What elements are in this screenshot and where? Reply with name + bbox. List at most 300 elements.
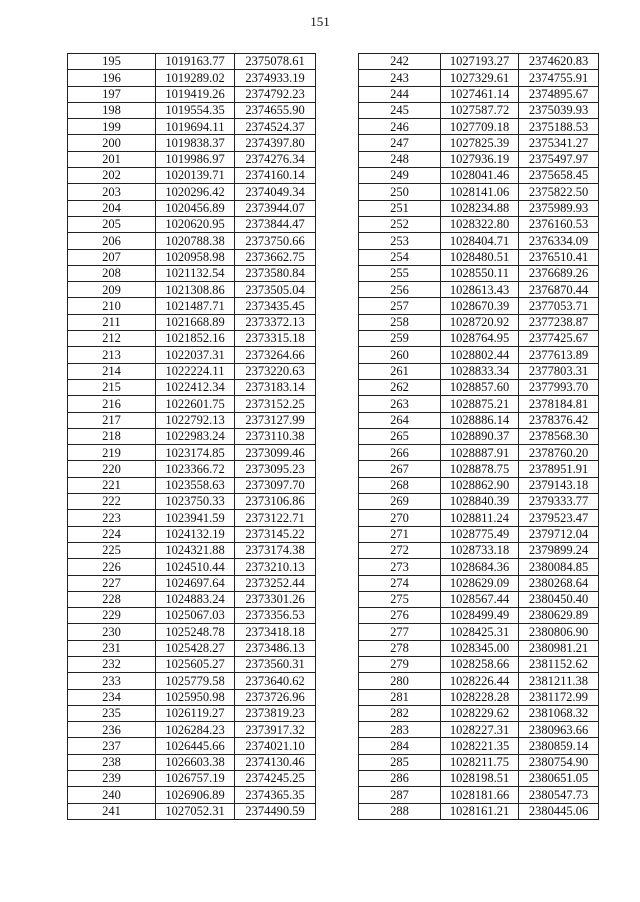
point-number-cell: 206 xyxy=(68,233,156,249)
y-coordinate-cell: 2376870.44 xyxy=(519,282,599,298)
table-row xyxy=(68,771,316,787)
x-coordinate-cell: 1028211.75 xyxy=(441,754,519,770)
y-coordinate-cell: 2373110.38 xyxy=(235,428,316,444)
y-coordinate-cell: 2376334.09 xyxy=(519,233,599,249)
point-number-cell: 249 xyxy=(359,168,441,184)
point-number-cell: 248 xyxy=(359,151,441,167)
point-number-cell: 237 xyxy=(68,738,156,754)
x-coordinate-cell: 1024510.44 xyxy=(156,559,235,575)
x-coordinate-cell: 1027052.31 xyxy=(156,803,235,819)
y-coordinate-cell: 2373944.07 xyxy=(235,200,316,216)
point-number-cell: 220 xyxy=(68,461,156,477)
table-row xyxy=(68,461,316,477)
table-row xyxy=(359,102,599,118)
point-number-cell: 223 xyxy=(68,510,156,526)
y-coordinate-cell: 2381152.62 xyxy=(519,656,599,672)
x-coordinate-cell: 1019694.11 xyxy=(156,119,235,135)
y-coordinate-cell: 2373580.84 xyxy=(235,265,316,281)
x-coordinate-cell: 1025428.27 xyxy=(156,640,235,656)
x-coordinate-cell: 1022037.31 xyxy=(156,347,235,363)
point-number-cell: 277 xyxy=(359,624,441,640)
x-coordinate-cell: 1027936.19 xyxy=(441,151,519,167)
x-coordinate-cell: 1027825.39 xyxy=(441,135,519,151)
table-row xyxy=(359,722,599,738)
x-coordinate-cell: 1028227.31 xyxy=(441,722,519,738)
y-coordinate-cell: 2373819.23 xyxy=(235,705,316,721)
x-coordinate-cell: 1025067.03 xyxy=(156,608,235,624)
point-number-cell: 283 xyxy=(359,722,441,738)
x-coordinate-cell: 1028764.95 xyxy=(441,331,519,347)
y-coordinate-cell: 2374276.34 xyxy=(235,151,316,167)
x-coordinate-cell: 1028228.28 xyxy=(441,689,519,705)
point-number-cell: 200 xyxy=(68,135,156,151)
table-row xyxy=(359,184,599,200)
table-row xyxy=(359,787,599,803)
x-coordinate-cell: 1026906.89 xyxy=(156,787,235,803)
y-coordinate-cell: 2380084.85 xyxy=(519,559,599,575)
point-number-cell: 284 xyxy=(359,738,441,754)
y-coordinate-cell: 2373435.45 xyxy=(235,298,316,314)
y-coordinate-cell: 2380450.40 xyxy=(519,591,599,607)
table-row xyxy=(359,249,599,265)
x-coordinate-cell: 1028181.66 xyxy=(441,787,519,803)
y-coordinate-cell: 2374895.67 xyxy=(519,86,599,102)
x-coordinate-cell: 1023941.59 xyxy=(156,510,235,526)
point-number-cell: 241 xyxy=(68,803,156,819)
table-row xyxy=(68,233,316,249)
table-row xyxy=(359,656,599,672)
x-coordinate-cell: 1028345.00 xyxy=(441,640,519,656)
table-row xyxy=(359,526,599,542)
x-coordinate-cell: 1019289.02 xyxy=(156,70,235,86)
x-coordinate-cell: 1028480.51 xyxy=(441,249,519,265)
point-number-cell: 257 xyxy=(359,298,441,314)
y-coordinate-cell: 2380963.66 xyxy=(519,722,599,738)
point-number-cell: 216 xyxy=(68,396,156,412)
x-coordinate-cell: 1022792.13 xyxy=(156,412,235,428)
x-coordinate-cell: 1026284.23 xyxy=(156,722,235,738)
point-number-cell: 225 xyxy=(68,542,156,558)
point-number-cell: 219 xyxy=(68,445,156,461)
x-coordinate-cell: 1022224.11 xyxy=(156,363,235,379)
y-coordinate-cell: 2380859.14 xyxy=(519,738,599,754)
x-coordinate-cell: 1028567.44 xyxy=(441,591,519,607)
table-row xyxy=(68,396,316,412)
y-coordinate-cell: 2374160.14 xyxy=(235,168,316,184)
y-coordinate-cell: 2373152.25 xyxy=(235,396,316,412)
table-row xyxy=(359,233,599,249)
x-coordinate-cell: 1020139.71 xyxy=(156,168,235,184)
point-number-cell: 273 xyxy=(359,559,441,575)
table-row xyxy=(68,54,316,70)
table-row xyxy=(359,608,599,624)
table-row xyxy=(359,575,599,591)
x-coordinate-cell: 1028840.39 xyxy=(441,494,519,510)
point-number-cell: 258 xyxy=(359,314,441,330)
x-coordinate-cell: 1028229.62 xyxy=(441,705,519,721)
x-coordinate-cell: 1028857.60 xyxy=(441,379,519,395)
table-row xyxy=(359,412,599,428)
table-row xyxy=(68,102,316,118)
y-coordinate-cell: 2373418.18 xyxy=(235,624,316,640)
point-number-cell: 226 xyxy=(68,559,156,575)
table-row xyxy=(68,119,316,135)
point-number-cell: 203 xyxy=(68,184,156,200)
y-coordinate-cell: 2374933.19 xyxy=(235,70,316,86)
x-coordinate-cell: 1028234.88 xyxy=(441,200,519,216)
x-coordinate-cell: 1028833.34 xyxy=(441,363,519,379)
y-coordinate-cell: 2373844.47 xyxy=(235,216,316,232)
x-coordinate-cell: 1028875.21 xyxy=(441,396,519,412)
table-row xyxy=(68,640,316,656)
x-coordinate-cell: 1028258.66 xyxy=(441,656,519,672)
x-coordinate-cell: 1028887.91 xyxy=(441,445,519,461)
x-coordinate-cell: 1027461.14 xyxy=(441,86,519,102)
y-coordinate-cell: 2380547.73 xyxy=(519,787,599,803)
point-number-cell: 265 xyxy=(359,428,441,444)
point-number-cell: 288 xyxy=(359,803,441,819)
point-number-cell: 272 xyxy=(359,542,441,558)
table-row xyxy=(359,591,599,607)
x-coordinate-cell: 1028141.06 xyxy=(441,184,519,200)
point-number-cell: 230 xyxy=(68,624,156,640)
point-number-cell: 268 xyxy=(359,477,441,493)
x-coordinate-cell: 1020456.89 xyxy=(156,200,235,216)
table-row xyxy=(68,722,316,738)
table-row xyxy=(359,445,599,461)
y-coordinate-cell: 2374755.91 xyxy=(519,70,599,86)
y-coordinate-cell: 2377238.87 xyxy=(519,314,599,330)
table-row xyxy=(68,151,316,167)
point-number-cell: 256 xyxy=(359,282,441,298)
point-number-cell: 208 xyxy=(68,265,156,281)
table-row xyxy=(68,803,316,819)
y-coordinate-cell: 2376689.26 xyxy=(519,265,599,281)
point-number-cell: 247 xyxy=(359,135,441,151)
point-number-cell: 197 xyxy=(68,86,156,102)
table-row xyxy=(359,803,599,819)
x-coordinate-cell: 1028862.90 xyxy=(441,477,519,493)
x-coordinate-cell: 1024697.64 xyxy=(156,575,235,591)
y-coordinate-cell: 2379523.47 xyxy=(519,510,599,526)
point-number-cell: 281 xyxy=(359,689,441,705)
point-number-cell: 243 xyxy=(359,70,441,86)
x-coordinate-cell: 1026757.19 xyxy=(156,771,235,787)
point-number-cell: 204 xyxy=(68,200,156,216)
page-number: 151 xyxy=(310,14,330,29)
table-row xyxy=(68,526,316,542)
table-row xyxy=(359,673,599,689)
x-coordinate-cell: 1028775.49 xyxy=(441,526,519,542)
x-coordinate-cell: 1020296.42 xyxy=(156,184,235,200)
table-row xyxy=(68,787,316,803)
point-number-cell: 235 xyxy=(68,705,156,721)
y-coordinate-cell: 2373127.99 xyxy=(235,412,316,428)
table-row xyxy=(68,510,316,526)
point-number-cell: 205 xyxy=(68,216,156,232)
table-row xyxy=(68,216,316,232)
point-number-cell: 260 xyxy=(359,347,441,363)
point-number-cell: 238 xyxy=(68,754,156,770)
y-coordinate-cell: 2381068.32 xyxy=(519,705,599,721)
table-row xyxy=(359,640,599,656)
point-number-cell: 287 xyxy=(359,787,441,803)
table-row xyxy=(68,249,316,265)
y-coordinate-cell: 2375497.97 xyxy=(519,151,599,167)
point-number-cell: 201 xyxy=(68,151,156,167)
table-row xyxy=(68,477,316,493)
table-row xyxy=(359,347,599,363)
y-coordinate-cell: 2374365.35 xyxy=(235,787,316,803)
table-row xyxy=(68,689,316,705)
point-number-cell: 234 xyxy=(68,689,156,705)
y-coordinate-cell: 2375822.50 xyxy=(519,184,599,200)
table-row xyxy=(359,624,599,640)
point-number-cell: 270 xyxy=(359,510,441,526)
table-row xyxy=(359,738,599,754)
y-coordinate-cell: 2373301.26 xyxy=(235,591,316,607)
table-row xyxy=(68,200,316,216)
table-row xyxy=(68,705,316,721)
point-number-cell: 280 xyxy=(359,673,441,689)
table-row xyxy=(359,70,599,86)
coordinates-table-right xyxy=(358,53,599,820)
y-coordinate-cell: 2377993.70 xyxy=(519,379,599,395)
point-number-cell: 222 xyxy=(68,494,156,510)
y-coordinate-cell: 2380445.06 xyxy=(519,803,599,819)
point-number-cell: 239 xyxy=(68,771,156,787)
point-number-cell: 195 xyxy=(68,54,156,70)
table-row xyxy=(359,135,599,151)
y-coordinate-cell: 2374524.37 xyxy=(235,119,316,135)
y-coordinate-cell: 2374792.23 xyxy=(235,86,316,102)
x-coordinate-cell: 1020788.38 xyxy=(156,233,235,249)
y-coordinate-cell: 2373264.66 xyxy=(235,347,316,363)
y-coordinate-cell: 2380754.90 xyxy=(519,754,599,770)
point-number-cell: 278 xyxy=(359,640,441,656)
point-number-cell: 218 xyxy=(68,428,156,444)
y-coordinate-cell: 2377613.89 xyxy=(519,347,599,363)
point-number-cell: 253 xyxy=(359,233,441,249)
y-coordinate-cell: 2373505.04 xyxy=(235,282,316,298)
y-coordinate-cell: 2373315.18 xyxy=(235,331,316,347)
x-coordinate-cell: 1022983.24 xyxy=(156,428,235,444)
x-coordinate-cell: 1023366.72 xyxy=(156,461,235,477)
y-coordinate-cell: 2380806.90 xyxy=(519,624,599,640)
y-coordinate-cell: 2374049.34 xyxy=(235,184,316,200)
table-row xyxy=(68,575,316,591)
table-row xyxy=(68,265,316,281)
y-coordinate-cell: 2373252.44 xyxy=(235,575,316,591)
point-number-cell: 229 xyxy=(68,608,156,624)
table-row xyxy=(359,151,599,167)
point-number-cell: 271 xyxy=(359,526,441,542)
point-number-cell: 240 xyxy=(68,787,156,803)
table-row xyxy=(68,754,316,770)
table-row xyxy=(68,591,316,607)
y-coordinate-cell: 2377425.67 xyxy=(519,331,599,347)
x-coordinate-cell: 1028425.31 xyxy=(441,624,519,640)
point-number-cell: 198 xyxy=(68,102,156,118)
y-coordinate-cell: 2378376.42 xyxy=(519,412,599,428)
table-row xyxy=(68,608,316,624)
table-row xyxy=(68,673,316,689)
x-coordinate-cell: 1021308.86 xyxy=(156,282,235,298)
table-row xyxy=(359,559,599,575)
table-row xyxy=(68,738,316,754)
x-coordinate-cell: 1028802.44 xyxy=(441,347,519,363)
x-coordinate-cell: 1028221.35 xyxy=(441,738,519,754)
y-coordinate-cell: 2376160.53 xyxy=(519,216,599,232)
point-number-cell: 259 xyxy=(359,331,441,347)
table-row xyxy=(68,559,316,575)
x-coordinate-cell: 1027709.18 xyxy=(441,119,519,135)
point-number-cell: 255 xyxy=(359,265,441,281)
y-coordinate-cell: 2373750.66 xyxy=(235,233,316,249)
table-row xyxy=(68,135,316,151)
table-row xyxy=(359,396,599,412)
y-coordinate-cell: 2373174.38 xyxy=(235,542,316,558)
point-number-cell: 244 xyxy=(359,86,441,102)
point-number-cell: 210 xyxy=(68,298,156,314)
point-number-cell: 275 xyxy=(359,591,441,607)
point-number-cell: 214 xyxy=(68,363,156,379)
x-coordinate-cell: 1019838.37 xyxy=(156,135,235,151)
point-number-cell: 251 xyxy=(359,200,441,216)
y-coordinate-cell: 2373917.32 xyxy=(235,722,316,738)
x-coordinate-cell: 1028404.71 xyxy=(441,233,519,249)
table-row xyxy=(359,754,599,770)
point-number-cell: 254 xyxy=(359,249,441,265)
point-number-cell: 196 xyxy=(68,70,156,86)
table-row xyxy=(68,70,316,86)
x-coordinate-cell: 1028684.36 xyxy=(441,559,519,575)
table-row xyxy=(359,86,599,102)
y-coordinate-cell: 2374490.59 xyxy=(235,803,316,819)
x-coordinate-cell: 1028550.11 xyxy=(441,265,519,281)
x-coordinate-cell: 1025248.78 xyxy=(156,624,235,640)
table-row xyxy=(68,331,316,347)
table-row xyxy=(68,282,316,298)
y-coordinate-cell: 2381211.38 xyxy=(519,673,599,689)
y-coordinate-cell: 2378568.30 xyxy=(519,428,599,444)
x-coordinate-cell: 1028811.24 xyxy=(441,510,519,526)
point-number-cell: 267 xyxy=(359,461,441,477)
y-coordinate-cell: 2373122.71 xyxy=(235,510,316,526)
table-row xyxy=(68,445,316,461)
point-number-cell: 236 xyxy=(68,722,156,738)
point-number-cell: 213 xyxy=(68,347,156,363)
table-row xyxy=(68,379,316,395)
x-coordinate-cell: 1025950.98 xyxy=(156,689,235,705)
x-coordinate-cell: 1021668.89 xyxy=(156,314,235,330)
y-coordinate-cell: 2373726.96 xyxy=(235,689,316,705)
x-coordinate-cell: 1028322.80 xyxy=(441,216,519,232)
point-number-cell: 224 xyxy=(68,526,156,542)
x-coordinate-cell: 1019419.26 xyxy=(156,86,235,102)
y-coordinate-cell: 2375078.61 xyxy=(235,54,316,70)
table-row xyxy=(359,461,599,477)
x-coordinate-cell: 1027193.27 xyxy=(441,54,519,70)
x-coordinate-cell: 1022601.75 xyxy=(156,396,235,412)
y-coordinate-cell: 2376510.41 xyxy=(519,249,599,265)
table-row xyxy=(359,542,599,558)
table-row xyxy=(359,168,599,184)
point-number-cell: 276 xyxy=(359,608,441,624)
table-row xyxy=(359,314,599,330)
x-coordinate-cell: 1026603.38 xyxy=(156,754,235,770)
table-row xyxy=(68,86,316,102)
x-coordinate-cell: 1019554.35 xyxy=(156,102,235,118)
point-number-cell: 252 xyxy=(359,216,441,232)
table-row xyxy=(359,298,599,314)
y-coordinate-cell: 2373183.14 xyxy=(235,379,316,395)
y-coordinate-cell: 2373662.75 xyxy=(235,249,316,265)
y-coordinate-cell: 2373372.13 xyxy=(235,314,316,330)
point-number-cell: 250 xyxy=(359,184,441,200)
table-row xyxy=(359,689,599,705)
table-row xyxy=(359,54,599,70)
point-number-cell: 263 xyxy=(359,396,441,412)
table-row xyxy=(359,494,599,510)
x-coordinate-cell: 1028733.18 xyxy=(441,542,519,558)
table-row xyxy=(359,282,599,298)
y-coordinate-cell: 2373640.62 xyxy=(235,673,316,689)
point-number-cell: 245 xyxy=(359,102,441,118)
y-coordinate-cell: 2377053.71 xyxy=(519,298,599,314)
table-row xyxy=(359,477,599,493)
y-coordinate-cell: 2374620.83 xyxy=(519,54,599,70)
table-row xyxy=(359,119,599,135)
x-coordinate-cell: 1026119.27 xyxy=(156,705,235,721)
y-coordinate-cell: 2373099.46 xyxy=(235,445,316,461)
x-coordinate-cell: 1028878.75 xyxy=(441,461,519,477)
x-coordinate-cell: 1028198.51 xyxy=(441,771,519,787)
y-coordinate-cell: 2378184.81 xyxy=(519,396,599,412)
point-number-cell: 274 xyxy=(359,575,441,591)
y-coordinate-cell: 2381172.99 xyxy=(519,689,599,705)
y-coordinate-cell: 2379899.24 xyxy=(519,542,599,558)
point-number-cell: 261 xyxy=(359,363,441,379)
point-number-cell: 207 xyxy=(68,249,156,265)
x-coordinate-cell: 1028161.21 xyxy=(441,803,519,819)
point-number-cell: 228 xyxy=(68,591,156,607)
x-coordinate-cell: 1027329.61 xyxy=(441,70,519,86)
table-row xyxy=(68,298,316,314)
x-coordinate-cell: 1028613.43 xyxy=(441,282,519,298)
y-coordinate-cell: 2373097.70 xyxy=(235,477,316,493)
point-number-cell: 264 xyxy=(359,412,441,428)
x-coordinate-cell: 1020958.98 xyxy=(156,249,235,265)
y-coordinate-cell: 2378760.20 xyxy=(519,445,599,461)
table-row xyxy=(359,428,599,444)
x-coordinate-cell: 1027587.72 xyxy=(441,102,519,118)
point-number-cell: 266 xyxy=(359,445,441,461)
x-coordinate-cell: 1024132.19 xyxy=(156,526,235,542)
point-number-cell: 232 xyxy=(68,656,156,672)
x-coordinate-cell: 1019986.97 xyxy=(156,151,235,167)
x-coordinate-cell: 1024321.88 xyxy=(156,542,235,558)
table-row xyxy=(359,363,599,379)
x-coordinate-cell: 1023174.85 xyxy=(156,445,235,461)
point-number-cell: 269 xyxy=(359,494,441,510)
x-coordinate-cell: 1021487.71 xyxy=(156,298,235,314)
y-coordinate-cell: 2379143.18 xyxy=(519,477,599,493)
coordinates-table-left xyxy=(67,53,316,820)
table-row xyxy=(359,705,599,721)
x-coordinate-cell: 1025779.58 xyxy=(156,673,235,689)
y-coordinate-cell: 2375188.53 xyxy=(519,119,599,135)
